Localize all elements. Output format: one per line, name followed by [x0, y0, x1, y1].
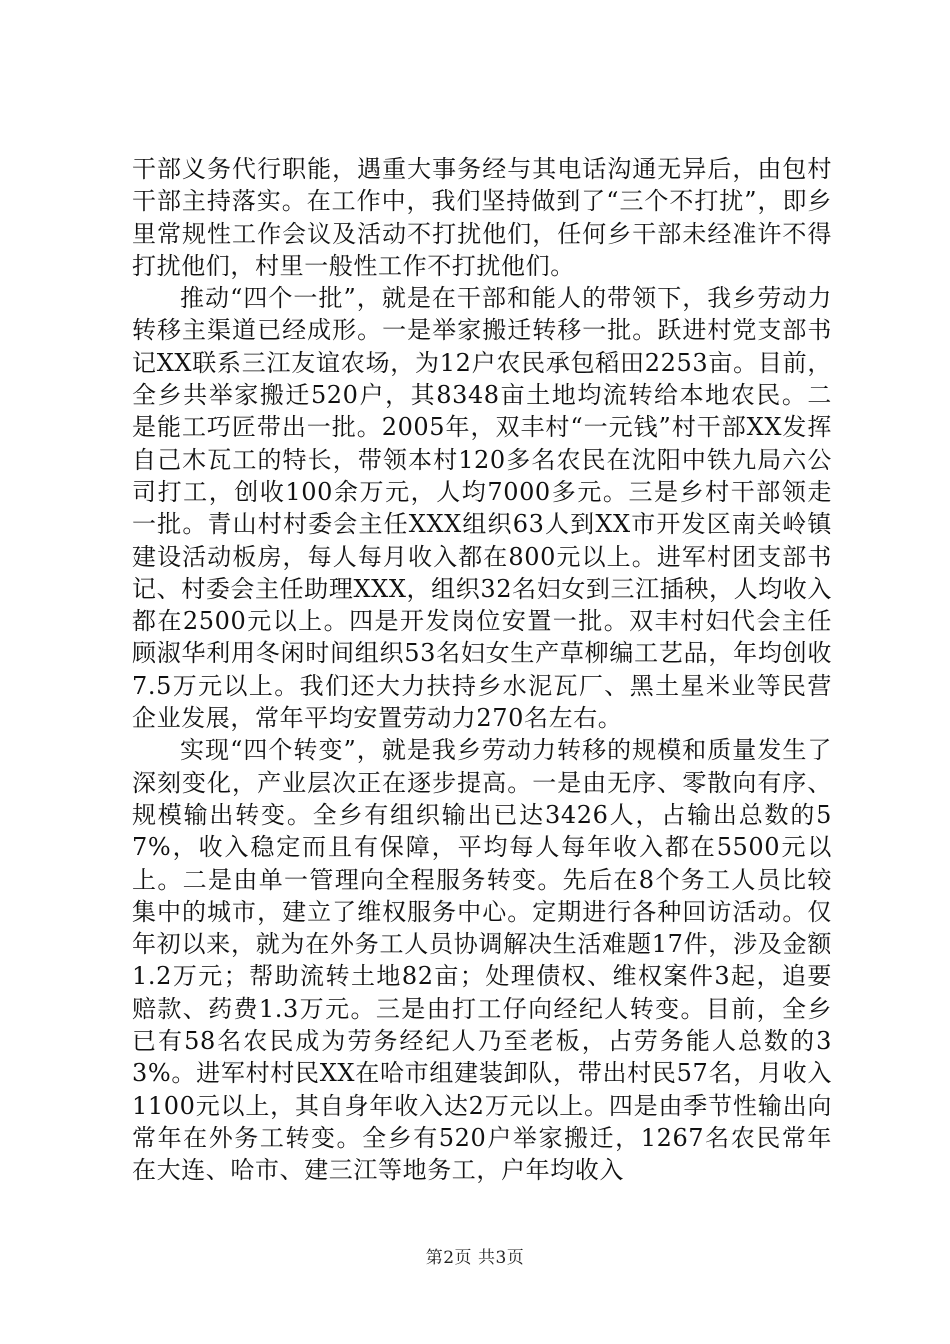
document-body — [132, 153, 832, 1187]
page-number-footer: 第2页 共3页 — [425, 1248, 525, 1268]
paragraph-3: 实现“四个转变”，就是我乡劳动力转移的规模和质量发生了深刻变化，产业层次正在逐步提高。一是由无序、零散向有序、规模输出转变。全乡有组织输出已达3426人，占输出总数的57%，收入稳定而且有保障，平均每人每年收入都在5500元以上。二是由单一管理向全程服务转变。先后在8个务工人员比较集中的城市，建立了维权服务中心。定期进行各种回访活动。仅年初以来，就为在外务工人员协调解决生活难题17件，涉及金额1.2万元；帮助流转土地82亩；处理债权、维权案件3起，追要赔款、药费1.3万元。三是由打工仔向经纪人转变。目前，全乡已有58名农民成为劳务经纪人乃至老板，占劳务能人总数的33%。进军村村民XX在哈市组建装卸队，带出村民57名，月收入1100元以上，其自身年收入达2万元以上。四是由季节性输出向常年在外务工转变。全乡有520户举家搬迁，1267名农民常年在大连、哈市、建三江等地务工，户年均收入 — [132, 736, 832, 1185]
paragraph-2: 推动“四个一批”，就是在干部和能人的带领下，我乡劳动力转移主渠道已经成形。一是举家搬迁转移一批。跃进村党支部书记XX联系三江友谊农场，为12户农民承包稻田2253亩。目前，全乡共举家搬迁520户，其8348亩土地均流转给本地农民。二是能工巧匠带出一批。2005年，双丰村“一元钱”村干部XX发挥自己木瓦工的特长，带领本村120多名农民在沈阳中铁九局六公司打工，创收100余万元，人均7000多元。三是乡村干部领走一批。青山村村委会主任XXX组织63人到XX市开发区南关岭镇建设活动板房，每人每月收入都在800元以上。进军村团支部书记、村委会主任助理XXX，组织32名妇女到三江插秧，人均收入都在2500元以上。四是开发岗位安置一批。双丰村妇代会主任顾淑华利用冬闲时间组织53名妇女生产草柳编工艺品，年均创收7.5万元以上。我们还大力扶持乡水泥瓦厂、黑土星米业等民营企业发展，常年平均安置劳动力270名左右。 — [132, 284, 832, 733]
paragraph-1: 干部义务代行职能，遇重大事务经与其电话沟通无异后，由包村干部主持落实。在工作中，我们坚持做到了“三个不打扰”，即乡里常规性工作会议及活动不打扰他们，任何乡干部未经准许不得打扰他们，村里一般性工作不打扰他们。 — [132, 155, 832, 280]
